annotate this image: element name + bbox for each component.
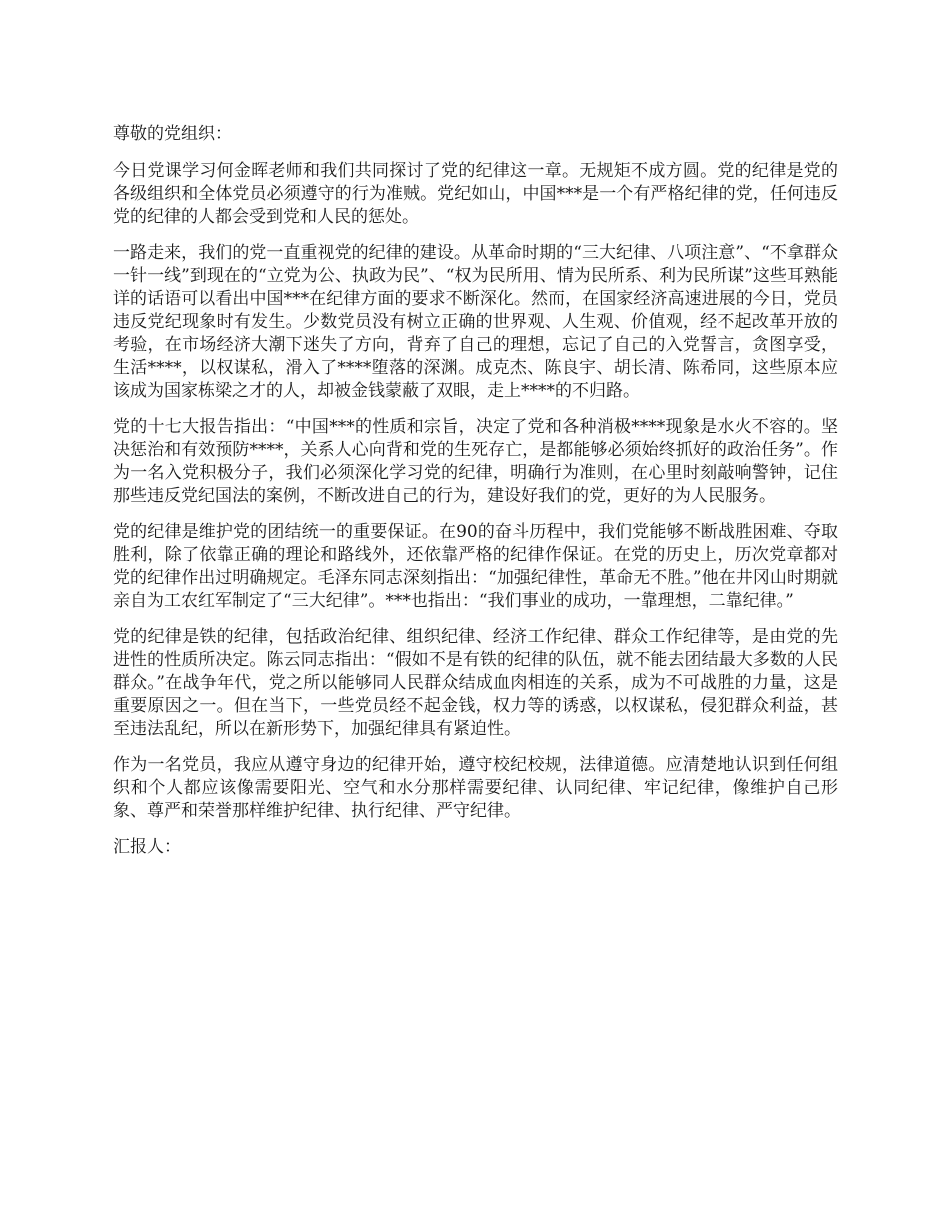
paragraph-6: 作为一名党员，我应从遵守身边的纪律开始，遵守校纪校规，法律道德。应清楚地认识到任何组织和个人都应该像需要阳光、空气和水分那样需要纪律、认同纪律、牢记纪律，像维护自己形象、尊严和荣誉那样维护纪律、执行纪律、严守纪律。 <box>113 755 838 821</box>
paragraph-3: 党的十七大报告指出：“中国***的性质和宗旨，决定了党和各种消极****现象是水火不容的。坚决惩治和有效预防****，关系人心向背和党的生死存亡，是都能够必须始终抓好的政治任务”。作为一名入党积极分子，我们必须深化学习党的纪律，明确行为准则，在心里时刻敲响警钟，记住那些违反党纪国法的案例，不断改进自己的行为，建设好我们的党，更好的为人民服务。 <box>113 417 838 506</box>
letter-body <box>113 123 838 859</box>
salutation: 尊敬的党组织： <box>113 124 232 144</box>
paragraph-2: 一路走来，我们的党一直重视党的纪律的建设。从革命时期的“三大纪律、八项注意”、“不拿群众一针一线”到现在的“立党为公、执政为民”、“权为民所用、情为民所系、利为民所谋”这些耳熟能详的话语可以看出中国***在纪律方面的要求不断深化。然而，在国家经济高速进展的今日，党员违反党纪现象时有发生。少数党员没有树立正确的世界观、人生观、价值观，经不起改革开放的考验，在市场经济大潮下迷失了方向，背弃了自己的理想，忘记了自己的入党誓言，贪图享受，生活****，以权谋私，滑入了****堕落的深渊。成克杰、陈良宇、胡长清、陈希同，这些原本应该成为国家栋梁之才的人，却被金钱蒙蔽了双眼，走上****的不归路。 <box>113 243 838 401</box>
paragraph-4: 党的纪律是维护党的团结统一的重要保证。在90的奋斗历程中，我们党能够不断战胜困难、夺取胜利，除了依靠正确的理论和路线外，还依靠严格的纪律作保证。在党的历史上，历次党章都对党的纪律作出过明确规定。毛泽东同志深刻指出：“加强纪律性，革命无不胜。”他在井冈山时期就亲自为工农红军制定了“三大纪律”。***也指出：“我们事业的成功，一靠理想，二靠纪律。” <box>113 522 838 611</box>
signature-label: 汇报人： <box>113 837 181 857</box>
paragraph-5: 党的纪律是铁的纪律，包括政治纪律、组织纪律、经济工作纪律、群众工作纪律等，是由党的先进性的性质所决定。陈云同志指出：“假如不是有铁的纪律的队伍，就不能去团结最大多数的人民群众。”在战争年代，党之所以能够同人民群众结成血肉相连的关系，成为不可战胜的力量，这是重要原因之一。但在当下，一些党员经不起金钱，权力等的诱惑，以权谋私，侵犯群众利益，甚至违法乱纪，所以在新形势下，加强纪律具有紧迫性。 <box>113 627 838 739</box>
paragraph-1: 今日党课学习何金晖老师和我们共同探讨了党的纪律这一章。无规矩不成方圆。党的纪律是党的各级组织和全体党员必须遵守的行为准贼。党纪如山，中国***是一个有严格纪律的党，任何违反党的纪律的人都会受到党和人民的惩处。 <box>113 161 838 227</box>
